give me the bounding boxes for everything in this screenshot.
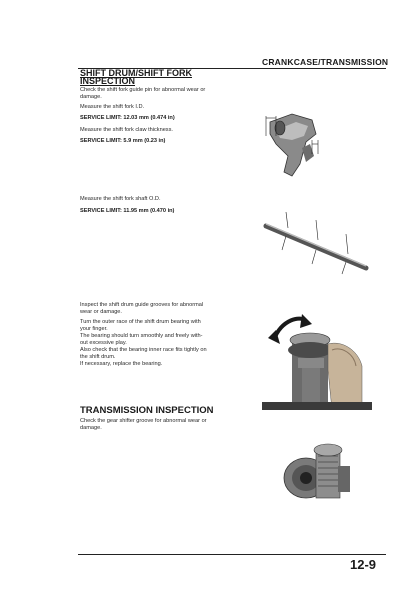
section-title-shift-drum-line1: SHIFT DRUM/SHIFT FORK <box>80 68 192 78</box>
paragraph-drum-line5: The bearing should turn smoothly and freely with- <box>80 333 203 339</box>
page-header-title: CRANKCASE/TRANSMISSION <box>262 57 389 67</box>
paragraph-guide-pin-line1: Check the shift fork guide pin for abnormal wear or <box>80 87 206 93</box>
page-number: 12-9 <box>350 557 377 572</box>
paragraph-drum-line9: If necessary, replace the bearing. <box>80 361 163 367</box>
section-title-transmission: TRANSMISSION INSPECTION <box>80 405 214 416</box>
paragraph-measure-id: Measure the shift fork I.D. <box>80 104 145 110</box>
transmission-gear-photo <box>276 432 356 508</box>
paragraph-drum-line2: wear or damage. <box>80 309 122 315</box>
paragraph-drum-line6: out excessive play. <box>80 340 127 346</box>
service-limit-shaft-od: SERVICE LIMIT: 11.95 mm (0.470 in) <box>80 208 175 214</box>
paragraph-gear-shifter-line2: damage. <box>80 425 102 431</box>
shift-drum-bearing-photo <box>262 310 372 410</box>
footer-divider <box>78 554 386 555</box>
paragraph-claw-thickness: Measure the shift fork claw thickness. <box>80 127 173 133</box>
shift-fork-illustration <box>262 104 322 180</box>
paragraph-drum-line8: the shift drum. <box>80 354 116 360</box>
service-limit-fork-id: SERVICE LIMIT: 12.03 mm (0.474 in) <box>80 115 175 121</box>
section-title-shift-drum-line2: INSPECTION <box>80 76 136 86</box>
paragraph-gear-shifter-line1: Check the gear shifter groove for abnormal wear or <box>80 418 207 424</box>
paragraph-drum-line3: Turn the outer race of the shift drum bearing with <box>80 319 201 325</box>
shift-fork-shaft-illustration <box>262 210 372 276</box>
paragraph-drum-line1: Inspect the shift drum guide grooves for abnormal <box>80 302 204 308</box>
paragraph-shaft-od: Measure the shift fork shaft O.D. <box>80 196 161 202</box>
paragraph-drum-line4: your finger. <box>80 326 108 332</box>
paragraph-drum-line7: Also check that the bearing inner race fits tightly on <box>80 347 207 353</box>
paragraph-guide-pin-line2: damage. <box>80 94 102 100</box>
service-limit-claw-thickness: SERVICE LIMIT: 5.9 mm (0.23 in) <box>80 138 166 144</box>
